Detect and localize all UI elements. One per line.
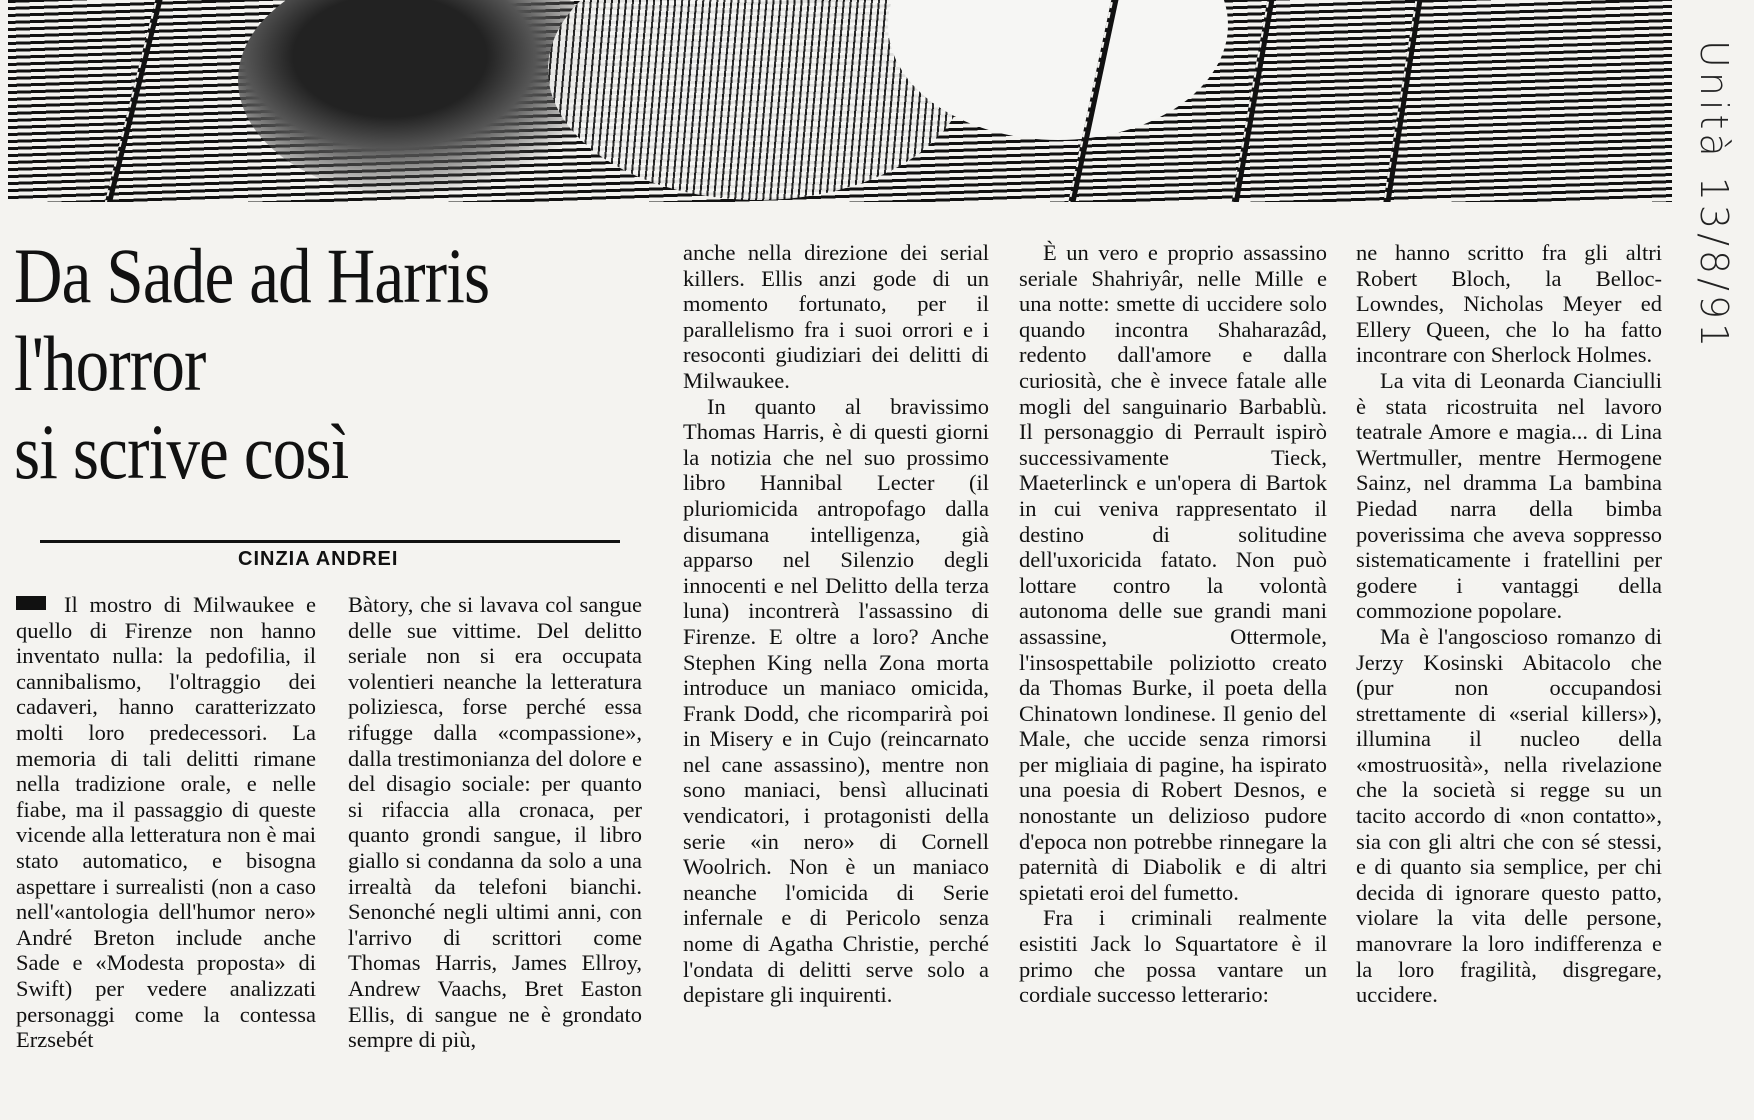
headline-line-1: Da Sade ad Harris <box>14 232 490 319</box>
engraving-illustration <box>8 0 1672 202</box>
headline <box>14 232 564 496</box>
article-column-2 <box>348 592 642 1053</box>
paragraph: ne hanno scritto fra gli altri Robert Bloch, la Belloc-Lowndes, Nicholas Meyer ed Ellery Queen, che lo ha fatto incontrare con Sherlock Holmes. <box>1356 240 1662 368</box>
article-column-3 <box>683 240 989 1008</box>
illustration-spear <box>97 0 167 202</box>
handwritten-annotation: Unità 13/8/91 <box>1692 40 1736 352</box>
paragraph: È un vero e proprio assassino seriale Shahriyâr, nelle Mille e una notte: smette di uccidere solo quando incontra Shaharazâd, redento dall'amore e dalla curiosità, che è invece fatale alle mogli del sanguinario Barbablù. Il personaggio di Perrault ispirò successivamente Tieck, Maeterlinck e un'opera di Bartok in cui veniva rappresentato il destino di solitudine dell'uxoricida fatato. Non può lottare contro la volontà autonoma delle sue grandi mani assassine, Ottermole, l'insospettabile poliziotto creato da Thomas Burke, il poeta della Chinatown londinese. Il genio del Male, che uccide senza rimorsi per migliaia di pagine, ha ispirato una poesia di Robert Desnos, e nonostante un delizioso pudore d'epoca non potrebbe rinnegare la paternità di Diabolik e di altri spietati eroi del fumetto. <box>1019 240 1327 905</box>
paragraph: Ma è l'angoscioso romanzo di Jerzy Kosinski Abitacolo che (pur non occupandosi strettamente di «serial killers»), illumina il nucleo della «mostruosità», nella rivelazione che la società si regge su un tacito accordo di «non contatto», sia con gli altri che con sé stessi, e di quanto sia semplice, per chi decida di ignorare questo patto, violare la vita delle persone, manovrare la loro indifferenza e la loro fragilità, disgregare, uccidere. <box>1356 623 1662 1008</box>
paragraph: In quanto al bravissimo Thomas Harris, è di questi giorni la notizia che nel suo prossimo libro Hannibal Lecter (il pluriomicida antropofago dalla disumana intelligenza, già apparso nel Silenzio degli innocenti e nel Delitto della terza luna) incontrerà l'assassino di Firenze. E oltre a loro? Anche Stephen King nella Zona morta introduce un maniaco omicida, Frank Dodd, che ricomparirà poi in Misery e in Cujo (reincarnato nel cane assassino), mentre non sono maniaci, bensì allucinati vendicatori, i protagonisti della serie «in nero» di Cornell Woolrich. Non è un maniaco neanche l'omicida di Serie infernale e di Pericolo senza nome di Agatha Christie, perché l'ondata di delitti serve solo a depistare gli inquirenti. <box>683 393 989 1008</box>
article-column-5 <box>1356 240 1662 1008</box>
byline: CINZIA ANDREI <box>238 548 399 570</box>
illustration-spear <box>1378 0 1426 202</box>
headline-line-3: si scrive così <box>14 408 349 495</box>
paragraph: anche nella direzione dei serial killers. Ellis anzi gode di un momento fortunato, per il parallelismo fra i suoi orrori e i resoconti giudiziari dei delitti di Milwaukee. <box>683 240 989 393</box>
byline-rule <box>40 540 620 543</box>
article-column-4 <box>1019 240 1327 1008</box>
paragraph: Fra i criminali realmente esistiti Jack lo Squartatore è il primo che possa vantare un cordiale successo letterario: <box>1019 905 1327 1008</box>
illustration-spear <box>1225 0 1277 202</box>
article-column-1 <box>16 592 316 1053</box>
paragraph: La vita di Leonarda Cianciulli è stata ricostruita nel lavoro teatrale Amore e magia... di Lina Wertmuller, mentre Hermogene Sainz, nel dramma La bambina Piedad narra della bimba poverissima che aveva soppresso sistematicamente i fratellini per godere i vantaggi della commozione popolare. <box>1356 367 1662 624</box>
paragraph: Il mostro di Milwaukee e quello di Firenze non hanno inventato nulla: la pedofilia, il cannibalismo, l'oltraggio dei cadaveri, hanno caratterizzato molti loro predecessori. La memoria di tali delitti rimane nella tradizione orale, e nelle fiabe, ma il passaggio di queste vicende alla letteratura non è mai stato automatico, e bisogna aspettare i surrealisti (non a caso nell'«antologia dell'humor nero» André Breton include anche Sade e «Modesta proposta» di Swift) per vedere analizzati personaggi come la contessa Erzsebét <box>16 592 316 1053</box>
lead-square-icon <box>16 596 46 610</box>
headline-line-2: l'horror <box>14 320 206 407</box>
paragraph: Bàtory, che si lavava col sangue delle sue vittime. Del delitto seriale non si era occupata volentieri neanche la letteratura poliziesca, forse perché essa rifugge dalla «compassione», dalla trestimonianza del dolore e del disagio sociale: per quanto si rifaccia alla cronaca, per quanto grondi sangue, il libro giallo si condanna da solo a una irrealtà da telefoni bianchi. Senonché negli ultimi anni, con l'arrivo di scrittori come Thomas Harris, James Ellroy, Andrew Vaachs, Bret Easton Ellis, di sangue ne è grondato sempre di più, <box>348 592 642 1053</box>
